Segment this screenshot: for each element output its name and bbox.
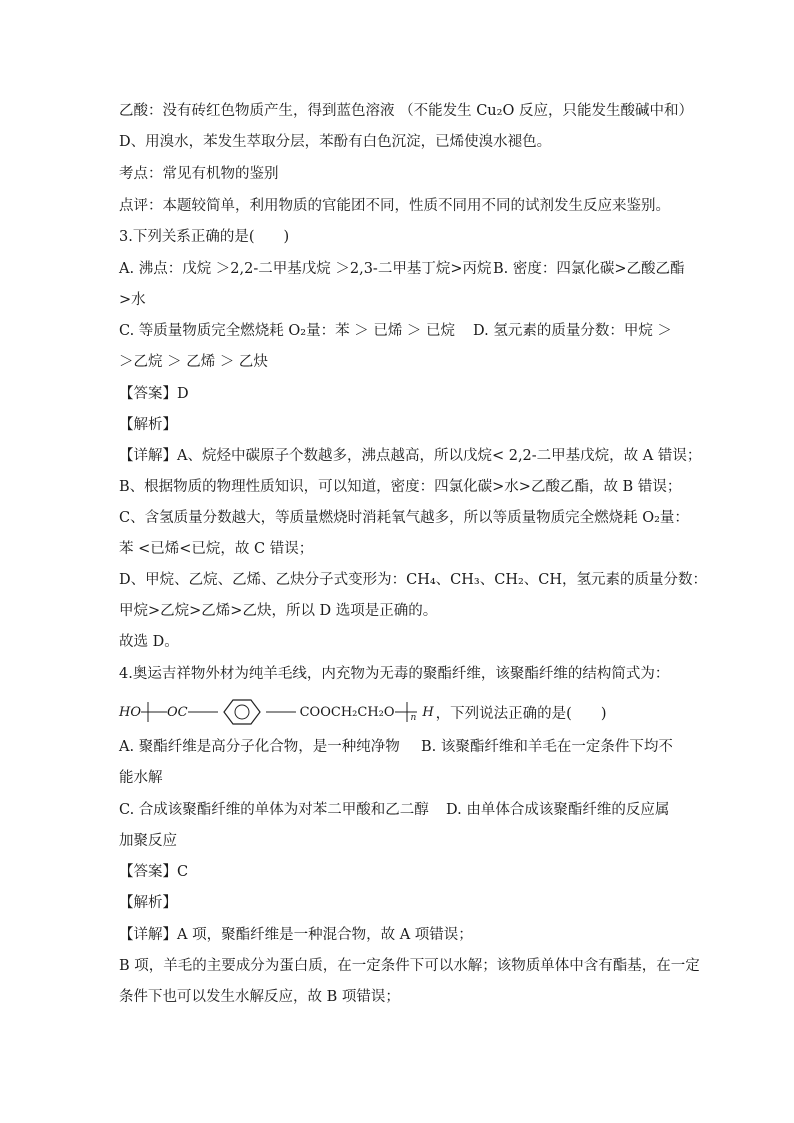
- text-line: 甲烷>乙烷>乙烯>乙炔，所以 D 选项是正确的。: [119, 603, 438, 619]
- polyester-structure-formula: [119, 697, 607, 727]
- text-line: 点评：本题较简单，利用物质的官能团不同，性质不同用不同的试剂发生反应来鉴别。: [119, 198, 670, 214]
- formula-ester-group: COOCH₂CH₂O: [299, 704, 395, 720]
- text-line: B 项，羊毛的主要成分为蛋白质，在一定条件下可以水解；该物质单体中含有酯基，在一定: [119, 958, 700, 974]
- analysis-label: 【解析】: [119, 417, 177, 433]
- formula-oc: OC: [167, 704, 188, 720]
- option-d: D. 由单体合成该聚酯纤维的反应属: [446, 802, 670, 818]
- text-line: 【详解】A 项，聚酯纤维是一种混合物，故 A 项错误；: [119, 927, 473, 943]
- question-3-title: 3.下列关系正确的是( ): [119, 229, 290, 245]
- text-line: 考点：常见有机物的鉴别: [119, 166, 279, 182]
- option-c: C. 合成该聚酯纤维的单体为对苯二甲酸和乙二醇: [119, 802, 429, 818]
- text-line: 条件下也可以发生水解反应，故 B 项错误；: [119, 989, 400, 1005]
- text-line: 乙酸：没有砖红色物质产生，得到蓝色溶液 （不能发生 Cu₂O 反应，只能发生酸碱中和）: [119, 103, 693, 119]
- text-line: ，下列说法正确的是( ): [435, 705, 607, 722]
- text-line: 加聚反应: [119, 833, 177, 849]
- text-line: 能水解: [119, 770, 163, 786]
- formula-n: n: [410, 713, 417, 723]
- text-line: ＞乙烷 ＞ 乙烯 ＞ 乙炔: [119, 354, 268, 370]
- option-a: A. 聚酯纤维是高分子化合物，是一种纯净物: [119, 739, 400, 755]
- benzene-ring-icon: [188, 697, 298, 727]
- bracket-bond-icon: [141, 700, 167, 724]
- option-a: A. 沸点：戊烷 ＞2,2-二甲基戊烷 ＞2,3-二甲基丁烷>丙烷: [119, 261, 492, 277]
- text-line: 【详解】A、烷烃中碳原子个数越多，沸点越高，所以戊烷< 2,2-二甲基戊烷，故 A 错误；: [119, 448, 702, 464]
- text-line: D、甲烷、乙烷、乙烯、乙炔分子式变形为：CH₄、CH₃、CH₂、CH，氢元素的质量分数：: [119, 572, 708, 588]
- option-b: B. 该聚酯纤维和羊毛在一定条件下均不: [421, 739, 673, 755]
- option-c: C. 等质量物质完全燃烧耗 O₂量：苯 ＞ 已烯 ＞ 已烷: [119, 323, 456, 339]
- text-line: C、含氢质量分数越大，等质量燃烧时消耗氧气越多，所以等质量物质完全燃烧耗 O₂量：: [119, 510, 689, 526]
- text-line: 苯 <已烯<已烷，故 C 错误；: [119, 541, 314, 557]
- option-d: D. 氢元素的质量分数：甲烷 ＞: [473, 323, 672, 339]
- text-line: D、用溴水，苯发生萃取分层，苯酚有白色沉淀，已烯使溴水褪色。: [119, 134, 552, 150]
- formula-h: H: [422, 704, 434, 720]
- answer-label: 【答案】D: [119, 386, 189, 402]
- analysis-label: 【解析】: [119, 895, 177, 911]
- option-b: B. 密度：四氯化碳>乙酸乙酯: [493, 261, 685, 277]
- text-line: B、根据物质的物理性质知识，可以知道，密度：四氯化碳>水>乙酸乙酯，故 B 错误；: [119, 479, 682, 495]
- text-line: 故选 D。: [119, 634, 179, 650]
- answer-label: 【答案】C: [119, 864, 189, 880]
- text-line: >水: [119, 292, 146, 308]
- formula-ho: HO: [119, 704, 141, 720]
- question-4-title: 4.奥运吉祥物外材为纯羊毛线，内充物为无毒的聚酯纤维，该聚酯纤维的结构简式为：: [119, 666, 670, 682]
